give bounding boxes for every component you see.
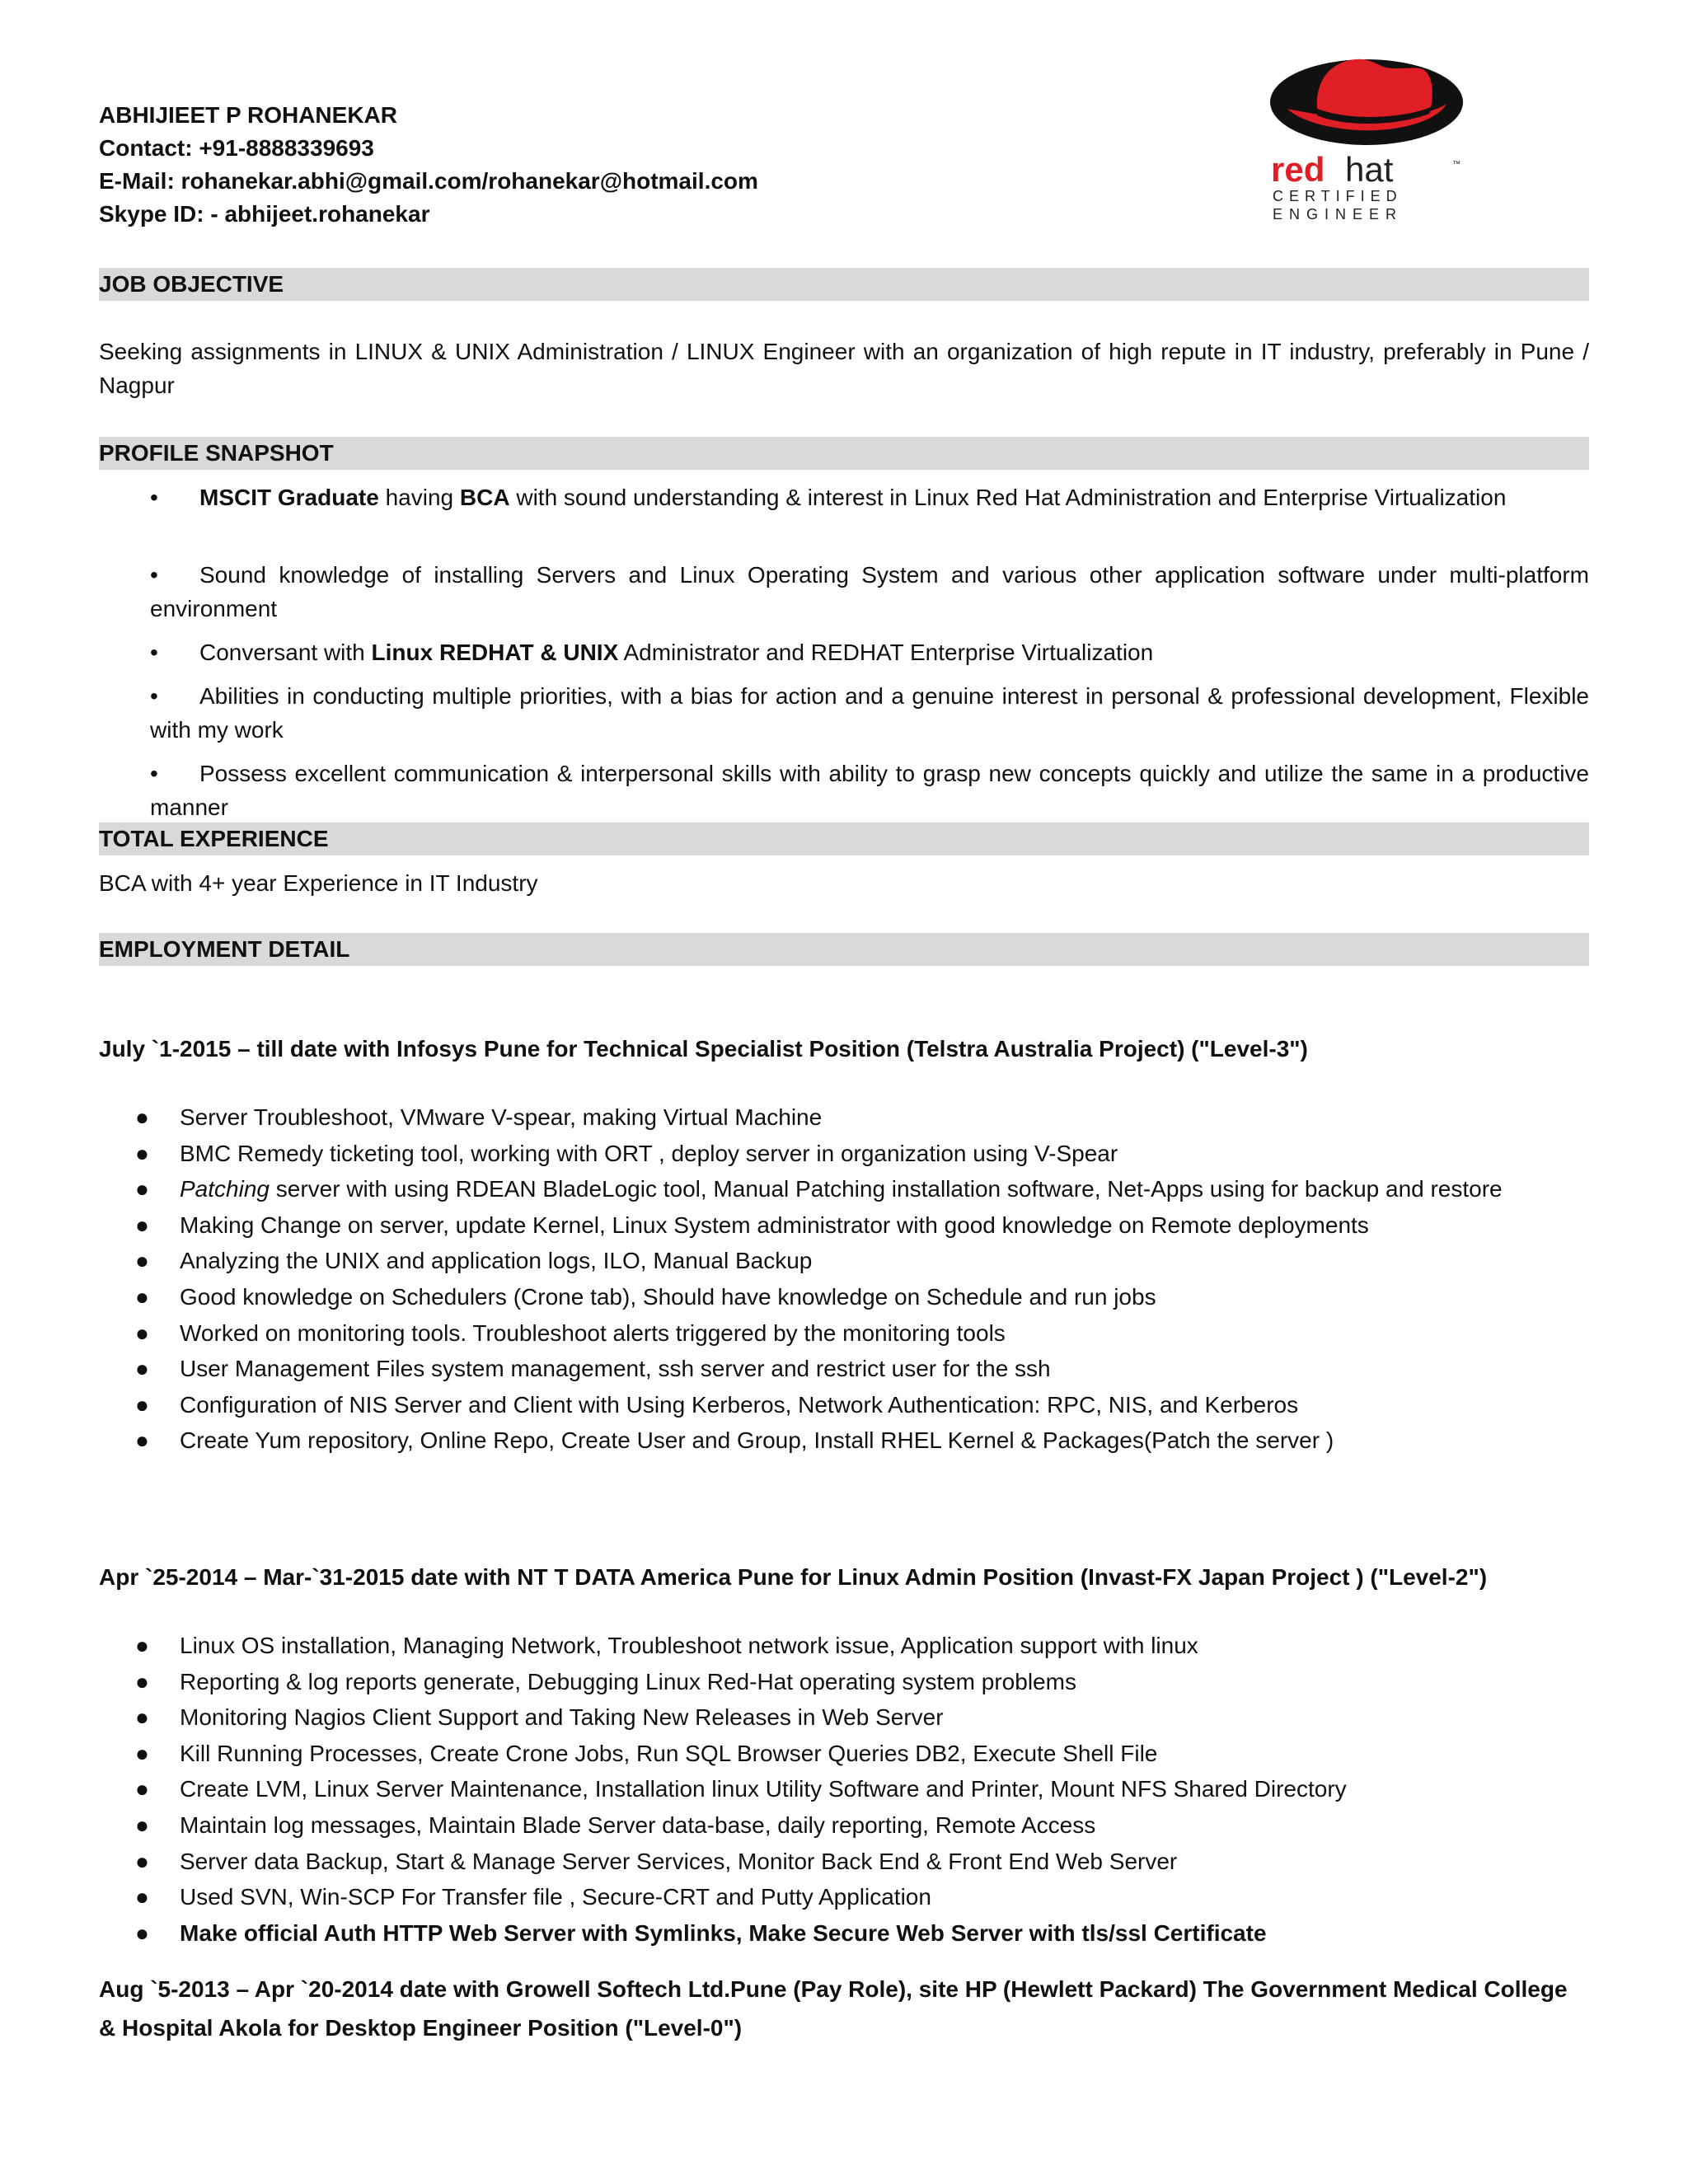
bullet: ● xyxy=(135,1427,149,1454)
candidate-name: ABHIJIEET P ROHANEKAR xyxy=(99,102,397,128)
duty-text: Create LVM, Linux Server Maintenance, Installation linux Utility Software and Printer, Mount NFS Shared Directory xyxy=(180,1776,1347,1802)
duty-text: server with using RDEAN BladeLogic tool, Manual Patching installation software, Net-Apps using for backup and restore xyxy=(269,1176,1503,1202)
profile-text: having xyxy=(378,485,460,510)
bullet: ● xyxy=(135,1176,149,1202)
duty-text: Server data Backup, Start & Manage Server Services, Monitor Back End & Front End Web Server xyxy=(180,1848,1178,1874)
section-title: PROFILE SNAPSHOT xyxy=(99,440,334,466)
profile-bold-text: BCA xyxy=(459,485,510,510)
job-title-ntt-data: Apr `25-2014 – Mar-`31-2015 date with NT T DATA America Pune for Linux Admin Position (Invast-FX Japan Project ) ("Level-2") xyxy=(99,1564,1488,1590)
section-title: EMPLOYMENT DETAIL xyxy=(99,936,350,962)
list-item xyxy=(135,1422,1589,1459)
profile-item xyxy=(150,679,1589,747)
contact-email: E-Mail: rohanekar.abhi@gmail.com/rohanekar@hotmail.com xyxy=(99,168,758,194)
list-item xyxy=(135,1171,1589,1207)
list-item xyxy=(135,1807,1589,1844)
duty-text: Kill Running Processes, Create Crone Jobs, Run SQL Browser Queries DB2, Execute Shell File xyxy=(180,1740,1158,1766)
profile-text: with sound understanding & interest in Linux Red Hat Administration and Enterprise Virtualization xyxy=(509,485,1507,510)
job-objective-text: Seeking assignments in LINUX & UNIX Administration / LINUX Engineer with an organization of high repute in IT industry, preferably in Pune / Nagpur xyxy=(99,339,1589,398)
list-item xyxy=(135,1771,1589,1807)
duty-text: Server Troubleshoot, VMware V-spear, making Virtual Machine xyxy=(180,1104,823,1130)
profile-text: Abilities in conducting multiple priorities, with a bias for action and a genuine interest in personal & professional development, Flexible with my work xyxy=(150,683,1589,743)
bullet: ● xyxy=(135,1884,149,1910)
profile-bold-text: MSCIT Graduate xyxy=(199,485,379,510)
list-item xyxy=(135,1207,1589,1244)
list-item xyxy=(135,1699,1589,1736)
bullet: ● xyxy=(135,1104,149,1130)
bullet: ● xyxy=(135,1704,149,1731)
bullet: ● xyxy=(135,1633,149,1658)
list-item xyxy=(135,1351,1589,1387)
profile-item xyxy=(150,558,1589,626)
bullet: ● xyxy=(135,1740,149,1766)
section-title: TOTAL EXPERIENCE xyxy=(99,826,329,851)
list-item xyxy=(135,1915,1589,1952)
section-header-profile-snapshot xyxy=(99,437,1589,470)
list-item xyxy=(135,1243,1589,1279)
list-item xyxy=(135,1279,1589,1315)
duty-text: User Management Files system management, ssh server and restrict user for the ssh xyxy=(180,1356,1051,1382)
duty-text: Worked on monitoring tools. Troubleshoot alerts triggered by the monitoring tools xyxy=(180,1319,1006,1346)
list-item xyxy=(135,1736,1589,1772)
profile-item xyxy=(150,757,1589,824)
contact-skype: Skype ID: - abhijeet.rohanekar xyxy=(99,201,430,227)
profile-text: Administrator and REDHAT Enterprise Virtualization xyxy=(618,640,1154,665)
redhat-certified-engineer-logo xyxy=(1269,51,1484,224)
duty-text: Make official Auth HTTP Web Server with Symlinks, Make Secure Web Server with tls/ssl Certificate xyxy=(180,1919,1267,1946)
job-title-infosys: July `1-2015 – till date with Infosys Pune for Technical Specialist Position (Telstra Australia Project) ("Level-3") xyxy=(99,1036,1308,1062)
bullet: ● xyxy=(135,1848,149,1874)
bullet: ● xyxy=(135,1356,149,1382)
list-item xyxy=(135,1315,1589,1352)
duty-text: Create Yum repository, Online Repo, Create User and Group, Install RHEL Kernel & Packages(Patch the server ) xyxy=(180,1427,1334,1454)
bullet: • xyxy=(150,683,158,709)
contact-phone: Contact: +91-8888339693 xyxy=(99,135,374,161)
bullet: ● xyxy=(135,1140,149,1166)
list-item xyxy=(135,1844,1589,1880)
bullet: ● xyxy=(135,1668,149,1694)
bullet: ● xyxy=(135,1811,149,1838)
bullet: ● xyxy=(135,1283,149,1310)
bullet: ● xyxy=(135,1919,149,1946)
bullet: ● xyxy=(135,1319,149,1346)
section-header-employment-detail xyxy=(99,933,1589,966)
job-title-growell-softech: Aug `5-2013 – Apr `20-2014 date with Growell Softech Ltd.Pune (Pay Role), site HP (Hewlett Packard) The Government Medical College & Hospital Akola for Desktop Engineer Position ("Level-0") xyxy=(99,1976,1568,2041)
profile-text: Possess excellent communication & interpersonal skills with ability to grasp new concepts quickly and utilize the same in a productive manner xyxy=(150,761,1589,820)
profile-text: Sound knowledge of installing Servers and Linux Operating System and various other application software under multi-platform environment xyxy=(150,562,1589,621)
duty-text: Analyzing the UNIX and application logs, ILO, Manual Backup xyxy=(180,1248,813,1274)
profile-bold-text: Linux REDHAT & UNIX xyxy=(371,640,619,665)
duty-text: Linux OS installation, Managing Network, Troubleshoot network issue, Application support with linux xyxy=(180,1633,1198,1658)
bullet: • xyxy=(150,761,158,786)
logo-engineer-text: ENGINEER xyxy=(1273,206,1404,223)
list-item xyxy=(135,1664,1589,1700)
bullet: • xyxy=(150,562,158,588)
profile-item xyxy=(150,635,1589,669)
red-hat-icon xyxy=(1270,59,1463,145)
list-item xyxy=(135,1136,1589,1172)
duty-text: Making Change on server, update Kernel, Linux System administrator with good knowledge on Remote deployments xyxy=(180,1212,1369,1238)
list-item xyxy=(135,1879,1589,1915)
section-header-job-objective xyxy=(99,268,1589,301)
profile-text: Conversant with xyxy=(199,640,372,665)
bullet: • xyxy=(150,485,158,510)
bullet: ● xyxy=(135,1391,149,1418)
job1-duties-list xyxy=(135,1099,1589,1459)
bullet: ● xyxy=(135,1212,149,1238)
duty-text: Maintain log messages, Maintain Blade Server data-base, daily reporting, Remote Access xyxy=(180,1811,1096,1838)
duty-italic-text: Patching xyxy=(180,1176,270,1202)
logo-hat-text: hat xyxy=(1345,150,1394,189)
list-item xyxy=(135,1387,1589,1423)
duty-text: Used SVN, Win-SCP For Transfer file , Secure-CRT and Putty Application xyxy=(180,1884,931,1910)
profile-item xyxy=(150,480,1589,514)
bullet: ● xyxy=(135,1248,149,1274)
job2-duties-list xyxy=(135,1628,1589,1951)
list-item xyxy=(135,1099,1589,1136)
section-title: JOB OBJECTIVE xyxy=(99,271,284,297)
list-item xyxy=(135,1628,1589,1664)
duty-text: Configuration of NIS Server and Client with Using Kerberos, Network Authentication: RPC, NIS, and Kerberos xyxy=(180,1391,1299,1418)
duty-text: Good knowledge on Schedulers (Crone tab), Should have knowledge on Schedule and run jobs xyxy=(180,1283,1156,1310)
duty-text: BMC Remedy ticketing tool, working with ORT , deploy server in organization using V-Spear xyxy=(180,1140,1118,1166)
duty-text: Reporting & log reports generate, Debugging Linux Red-Hat operating system problems xyxy=(180,1668,1076,1694)
logo-red-text: red xyxy=(1271,150,1325,189)
logo-trademark: ™ xyxy=(1452,160,1461,169)
duty-text: Monitoring Nagios Client Support and Taking New Releases in Web Server xyxy=(180,1704,944,1731)
contact-header xyxy=(99,99,758,231)
total-experience-text: BCA with 4+ year Experience in IT Industry xyxy=(99,870,538,896)
logo-certified-text: CERTIFIED xyxy=(1273,188,1403,204)
section-header-total-experience xyxy=(99,823,1589,855)
bullet: • xyxy=(150,640,158,665)
bullet: ● xyxy=(135,1776,149,1802)
